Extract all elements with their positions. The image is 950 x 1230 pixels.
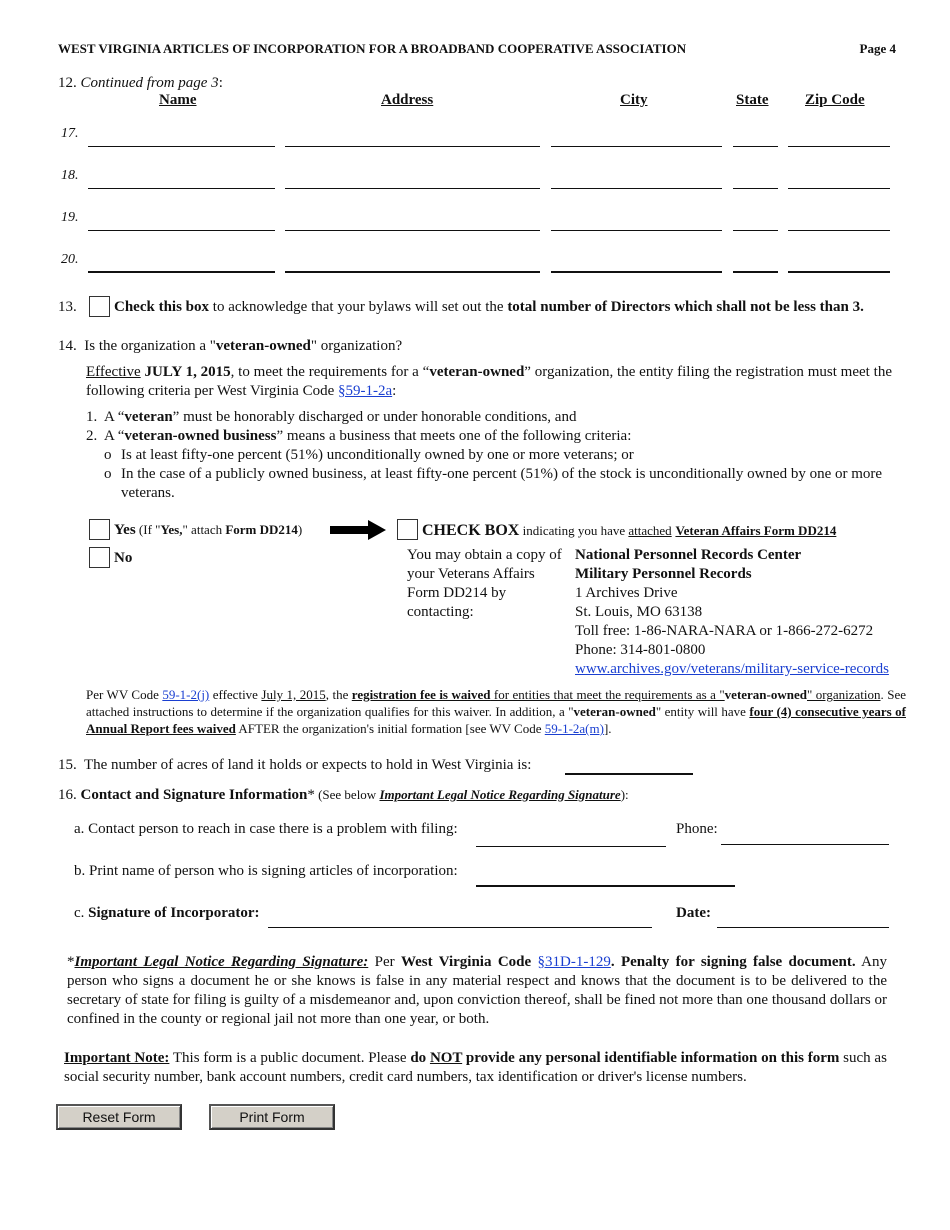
wv-code-link[interactable]: 59-1-2(j) — [162, 687, 210, 702]
c1-b: ” must be honorably discharged or under honorable conditions, and — [172, 409, 577, 425]
address-field[interactable] — [285, 271, 540, 273]
c2-b: ” means a business that meets one of the following criteria: — [276, 428, 632, 444]
effective-date: JULY 1, 2015 — [144, 364, 231, 380]
legal-body: Any person who signs a document he or she knows is false in any material respect and knows that the document is to be delivered to the secretary of state for filing is guilty of a misdemeanor and, upon conviction thereof, shall be fined not more than one thousand dollars or confined in the county or regional jail not more than one year, or both. — [67, 954, 887, 1027]
col-header-state: State — [736, 92, 769, 108]
print-form-button[interactable]: Print Form — [209, 1104, 335, 1130]
zip-field[interactable] — [788, 271, 890, 273]
wv-code-link[interactable]: §31D-1-129 — [537, 954, 611, 970]
date-field[interactable] — [717, 927, 889, 928]
colon: : — [218, 75, 223, 91]
zip-field[interactable] — [788, 146, 890, 147]
city-field[interactable] — [551, 188, 722, 189]
row-number: 19. — [61, 210, 79, 225]
q-post: " organization? — [310, 338, 403, 354]
fee-waiver-paragraph — [86, 686, 906, 737]
asterisk: * — [67, 954, 75, 970]
note-a: (See below — [314, 787, 380, 802]
criteria-1 — [86, 408, 576, 427]
address-field[interactable] — [285, 230, 540, 231]
form-name: Veteran Affairs Form DD214 — [675, 523, 837, 538]
legal-notice-title: Important Legal Notice Regarding Signature: — [74, 954, 369, 970]
note-e: ) — [297, 522, 303, 537]
address-field[interactable] — [285, 146, 540, 147]
fee-bold3: veteran-owned — [573, 704, 656, 719]
no-label: No — [114, 550, 133, 566]
fee-i: ]. — [603, 721, 612, 736]
effective-label: Effective — [86, 364, 141, 380]
name-field[interactable] — [88, 146, 275, 147]
item-12-label — [58, 74, 223, 93]
yes-note — [136, 522, 303, 537]
phone-field[interactable] — [721, 844, 889, 845]
important-note-title: Important Note: — [64, 1050, 170, 1066]
archives-link[interactable]: www.archives.gov/veterans/military-service-records — [575, 661, 889, 677]
asterisk: * — [307, 787, 315, 803]
note-not: NOT — [429, 1050, 463, 1066]
print-name-label: b. Print name of person who is signing articles of incorporation: — [74, 863, 458, 879]
col-header-address: Address — [381, 92, 434, 108]
name-field[interactable] — [88, 188, 275, 189]
p1-b: ” organization, the entity filing the registration must meet the following criteria per West Virginia Code — [86, 364, 892, 399]
attached-text: attached — [628, 523, 672, 538]
wv-code-link[interactable]: §59-1-2a — [338, 383, 393, 399]
note-c: " attach — [182, 522, 226, 537]
fee-d: for entities that meet the requirements as a " — [490, 687, 725, 702]
address-line-1: 1 Archives Drive — [575, 585, 678, 601]
q-bold: veteran-owned — [215, 338, 311, 354]
q-pre: Is the organization a " — [84, 338, 216, 354]
item-number: 14. — [58, 338, 77, 354]
item-number: 16. — [58, 787, 77, 803]
item-number: 15. — [58, 757, 77, 773]
yes-text: Yes — [114, 522, 136, 538]
fee-h: AFTER the organization's initial formation [see WV Code — [235, 721, 545, 736]
row-number: 18. — [61, 168, 79, 183]
col-header-zip: Zip Code — [805, 92, 865, 108]
bullet-marker: o — [104, 447, 112, 463]
org-sub: Military Personnel Records — [575, 566, 752, 582]
c-prefix: c. — [74, 905, 89, 921]
check-text: indicating you have — [519, 523, 629, 538]
state-field[interactable] — [733, 188, 778, 189]
records-center-contact — [575, 546, 889, 679]
legal-notice — [67, 953, 887, 1029]
wv-code: West Virginia Code — [400, 954, 532, 970]
signature-field[interactable] — [268, 927, 652, 928]
fee-date: July 1, 2015 — [261, 687, 326, 702]
page-number: Page 4 — [859, 41, 896, 56]
item-13-text — [114, 298, 864, 317]
note-do: do — [410, 1050, 427, 1066]
page-header — [58, 41, 896, 57]
print-name-field[interactable] — [476, 885, 735, 887]
note-rest: such as social security number, bank account numbers, credit card numbers, tax identification or driver's license numbers. — [64, 1050, 887, 1085]
name-field[interactable] — [88, 271, 275, 273]
zip-field[interactable] — [788, 230, 890, 231]
org-name: National Personnel Records Center — [575, 547, 802, 563]
obtain-copy-text: You may obtain a copy of your Veterans Affairs Form DD214 by contacting: — [407, 547, 562, 620]
item-15-label — [58, 756, 531, 775]
row-number: 20. — [61, 252, 79, 267]
reset-form-button[interactable]: Reset Form — [56, 1104, 182, 1130]
directors-checkbox[interactable] — [89, 296, 110, 317]
wv-code-link[interactable]: 59-1-2a(m) — [544, 721, 604, 736]
penalty-text: . Penalty for signing false document. — [610, 954, 856, 970]
list-number: 2. — [86, 428, 98, 444]
note-b: ): — [620, 787, 629, 802]
criteria-bullet-2: In the case of a publicly owned business, at least fifty-one percent (51%) of the stock is unconditionally owned by one or more veterans. — [121, 466, 883, 501]
form-title: WEST VIRGINIA ARTICLES OF INCORPORATION FOR A BROADBAND COOPERATIVE ASSOCIATION — [58, 41, 687, 56]
col-header-name: Name — [159, 92, 197, 108]
phone-number: Phone: 314-801-0800 — [575, 642, 706, 658]
continued-note: Continued from page 3 — [80, 75, 219, 91]
city-field[interactable] — [551, 146, 722, 147]
state-field[interactable] — [733, 230, 778, 231]
fee-c: , the — [325, 687, 352, 702]
dd214-checkbox[interactable] — [397, 519, 418, 540]
item-13-body: to acknowledge that your bylaws will set out the — [209, 299, 508, 315]
c2-bold: veteran-owned business — [124, 428, 277, 444]
note-bold: provide any personal identifiable information on this form — [462, 1050, 840, 1066]
bullet-marker: o — [104, 466, 112, 482]
note-d: Form DD214 — [225, 522, 298, 537]
signature-label — [74, 904, 260, 923]
criteria-bullet-1: Is at least fifty-one percent (51%) unconditionally owned by one or more veterans; or — [121, 447, 634, 463]
contact-sig-title: Contact and Signature Information — [80, 787, 308, 803]
yes-checkbox[interactable] — [89, 519, 110, 540]
contact-person-label: a. Contact person to reach in case there is a problem with filing: — [74, 821, 458, 837]
state-field[interactable] — [733, 146, 778, 147]
zip-field[interactable] — [788, 188, 890, 189]
annual-fees-waived: four (4) consecutive years of Annual Report fees waived — [86, 704, 906, 736]
signature-of-incorporator: Signature of Incorporator: — [88, 905, 260, 921]
p1-a: , to meet the requirements for a “ — [230, 364, 430, 380]
acres-field[interactable] — [565, 773, 693, 775]
item-14-question — [58, 337, 402, 356]
check-box-bold: CHECK BOX — [422, 522, 520, 539]
list-number: 1. — [86, 409, 98, 425]
c1-bold: veteran — [124, 409, 173, 425]
fee-f: . See attached instructions to determine if the organization qualifies for this waiver. In addition, a " — [86, 687, 906, 719]
c1-a: A “ — [103, 409, 125, 425]
fee-e: " organization — [807, 687, 881, 702]
item-16-label — [58, 786, 629, 805]
address-field[interactable] — [285, 188, 540, 189]
criteria-2 — [86, 427, 631, 446]
fee-waived: registration fee is waived — [351, 687, 491, 702]
per: Per — [368, 954, 401, 970]
legal-notice-ref: Important Legal Notice Regarding Signature — [379, 787, 621, 802]
p1-end: : — [392, 383, 397, 399]
name-field[interactable] — [88, 230, 275, 231]
state-field[interactable] — [733, 271, 778, 273]
dd214-label — [422, 521, 836, 541]
right-arrow-icon — [330, 519, 386, 541]
note-a: This form is a public document. Please — [169, 1050, 411, 1066]
col-header-city: City — [620, 92, 648, 108]
important-note — [64, 1049, 889, 1087]
item-number: 12. — [58, 75, 77, 91]
yes-label — [114, 521, 302, 540]
fee-b: effective — [209, 687, 262, 702]
check-this-box-label: Check this box — [114, 299, 210, 315]
city-field[interactable] — [551, 271, 722, 273]
note-a: (If " — [135, 522, 161, 537]
phone-label: Phone: — [676, 821, 718, 837]
c2-a: A “ — [103, 428, 125, 444]
address-line-2: St. Louis, MO 63138 — [575, 604, 703, 620]
fee-bold2: veteran-owned — [724, 687, 807, 702]
acres-question: The number of acres of land it holds or expects to hold in West Virginia is: — [83, 757, 532, 773]
item-13-number: 13. — [58, 299, 77, 315]
p1-bold: veteran-owned — [429, 364, 525, 380]
fee-g: " entity will have — [655, 704, 750, 719]
fee-a: Per WV Code — [86, 687, 163, 702]
note-b: Yes, — [160, 522, 183, 537]
directors-requirement: total number of Directors which shall not be less than 3. — [507, 299, 864, 315]
row-number: 17. — [61, 126, 79, 141]
city-field[interactable] — [551, 230, 722, 231]
date-label: Date: — [676, 905, 711, 921]
no-checkbox[interactable] — [89, 547, 110, 568]
contact-person-field[interactable] — [476, 846, 666, 847]
veteran-requirements-paragraph — [86, 363, 892, 401]
toll-free: Toll free: 1-86-NARA-NARA or 1-866-272-6272 — [575, 623, 874, 639]
